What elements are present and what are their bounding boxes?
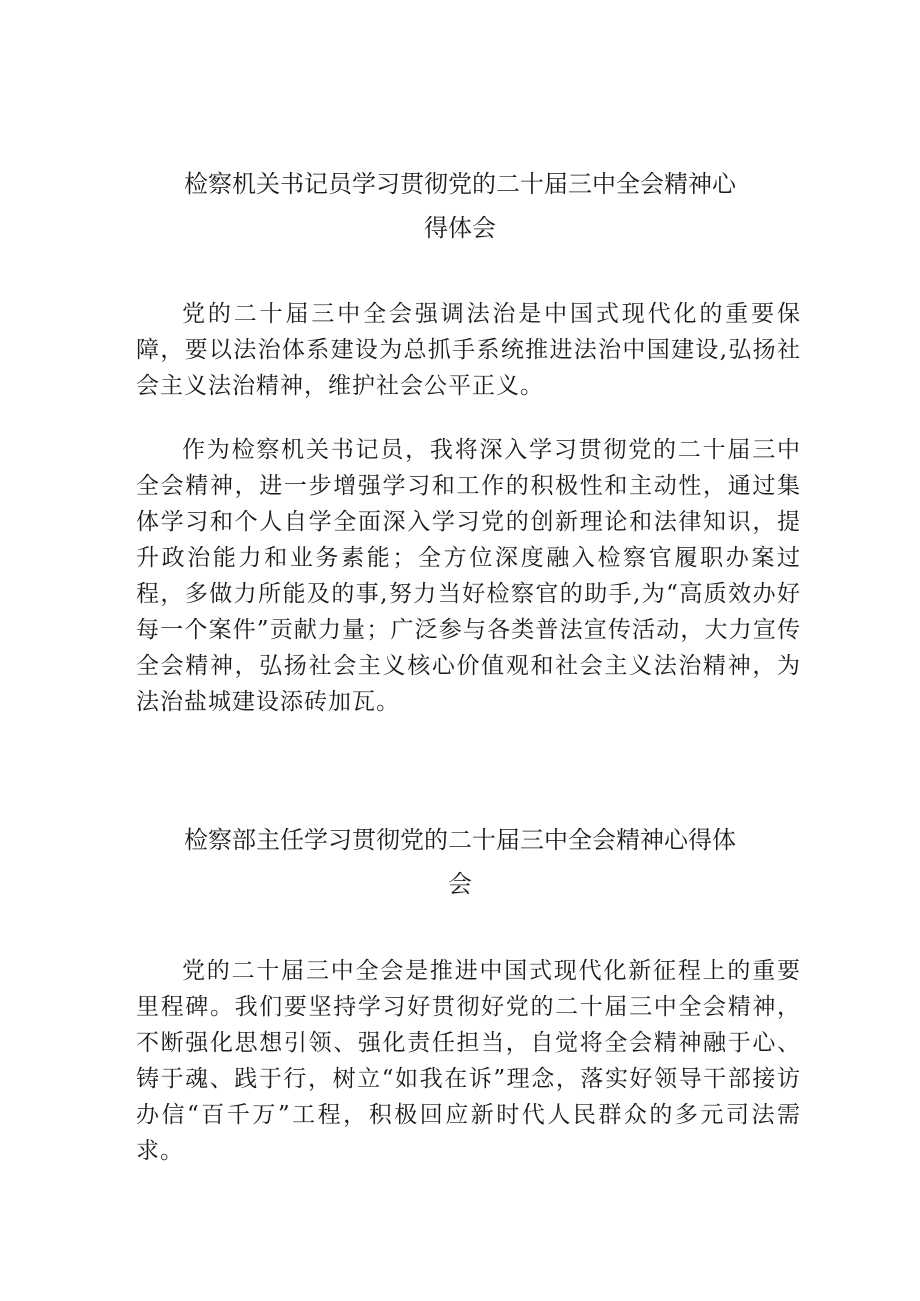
section-1-title-line-1: 检察机关书记员学习贯彻党的二十届三中全会精神心 xyxy=(184,170,736,198)
section-1-title-line-2: 得体会 xyxy=(424,214,496,242)
section-1-title xyxy=(0,162,920,250)
section-2-title xyxy=(0,818,920,906)
section-2-title-line-1: 检察部主任学习贯彻党的二十届三中全会精神心得体 xyxy=(184,826,736,854)
section-1-paragraph-2: 作为检察机关书记员，我将深入学习贯彻党的二十届三中全会精神，进一步增强学习和工作的积极性和主动性，通过集体学习和个人自学全面深入学习党的创新理论和法律知识，提升政治能力和业务素能；全方位深度融入检察官履职办案过程，多做力所能及的事,努力当好检察官的助手,为“高质效办好每一个案件”贡献力量；广泛参与各类普法宣传活动，大力宣传全会精神，弘扬社会主义核心价值观和社会主义法治精神，为法治盐城建设添砖加瓦。 xyxy=(136,437,801,715)
section-2-paragraph-1: 党的二十届三中全会是推进中国式现代化新征程上的重要里程碑。我们要坚持学习好贯彻好党的二十届三中全会精神，不断强化思想引领、强化责任担当，自觉将全会精神融于心、铸于魂、践于行，树立“如我在诉”理念，落实好领导干部接访办信“百千万”工程，积极回应新时代人民群众的多元司法需求。 xyxy=(136,958,801,1164)
section-2-title-line-2: 会 xyxy=(448,870,472,898)
section-1-paragraph-1: 党的二十届三中全会强调法治是中国式现代化的重要保障，要以法治体系建设为总抓手系统推进法治中国建设,弘扬社会主义法治精神，维护社会公平正义。 xyxy=(136,301,801,399)
